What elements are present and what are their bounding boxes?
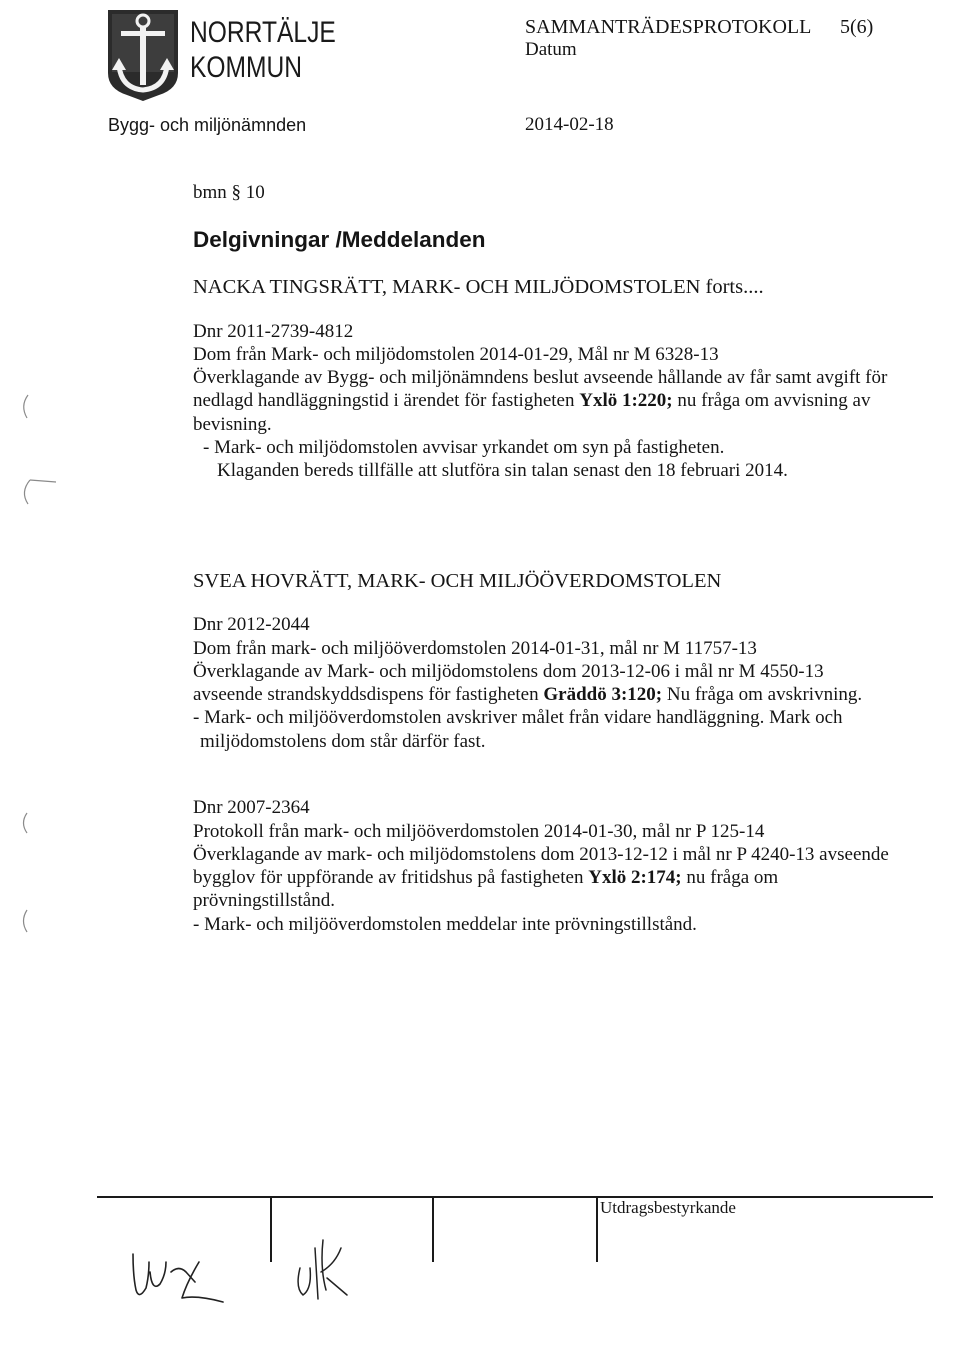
date-label: Datum — [525, 39, 577, 60]
text-line: - Mark- och miljööverdomstolen avskriver målet från vidare handläggning. Mark och — [193, 707, 843, 729]
committee-name: Bygg- och miljönämnden — [108, 115, 307, 135]
section-body-protokoll — [193, 796, 889, 936]
text-line: - Mark- och miljödomstolen avvisar yrkandet om syn på fastigheten. — [203, 436, 725, 458]
footer-divider — [97, 1196, 933, 1198]
property-designation: Yxlö 2:174; — [588, 867, 682, 889]
org-name-line2: KOMMUN — [190, 51, 303, 84]
text-line: Dom från Mark- och miljödomstolen 2014-01-29, Mål nr M 6328-13 — [193, 343, 719, 365]
text-segment: nu fråga om — [681, 867, 779, 889]
section-heading-svea: SVEA HOVRÄTT, MARK- OCH MILJÖÖVERDOMSTOLEN — [193, 570, 722, 592]
margin-marks — [0, 380, 70, 940]
text-segment: Nu fråga om avskrivning. — [662, 684, 863, 706]
org-name-line1: NORRTÄLJE — [190, 16, 336, 49]
municipality-logo — [107, 9, 179, 102]
signature-initials-2 — [290, 1228, 352, 1304]
text-line: - Mark- och miljööverdomstolen meddelar inte prövningstillstånd. — [193, 913, 697, 935]
certification-label: Utdragsbestyrkande — [600, 1198, 736, 1217]
text-line: Dnr 2007-2364 — [193, 797, 310, 819]
footer-column-divider — [270, 1197, 272, 1262]
footer-column-divider — [432, 1197, 434, 1262]
text-line: Överklagande av Bygg- och miljönämndens beslut avseende hållande av får samt avgift för — [193, 367, 888, 389]
text-segment: nedlagd handläggningstid i ärendet för fastigheten — [193, 390, 580, 412]
text-line — [193, 389, 887, 412]
text-line: bevisning. — [193, 413, 272, 435]
section-heading-nacka: NACKA TINGSRÄTT, MARK- OCH MILJÖDOMSTOLEN forts.... — [193, 276, 764, 298]
text-segment: bygglov för uppförande av fritidshus på fastigheten — [193, 867, 589, 889]
text-line: Dnr 2012-2044 — [193, 614, 310, 636]
property-designation: Yxlö 1:220; — [579, 390, 673, 412]
section-body-nacka — [193, 320, 887, 483]
section-body-svea — [193, 613, 862, 753]
signature-initials-1 — [125, 1232, 230, 1307]
text-line: Överklagande av Mark- och miljödomstolens dom 2013-12-06 i mål nr M 4550-13 — [193, 660, 824, 682]
property-designation: Gräddö 3:120; — [543, 684, 663, 706]
document-type: SAMMANTRÄDESPROTOKOLL — [525, 16, 812, 38]
page-number: 5(6) — [840, 16, 874, 38]
text-segment: avseende strandskyddsdispens för fastigheten — [193, 684, 544, 706]
text-line: Klaganden bereds tillfälle att slutföra sin talan senast den 18 februari 2014. — [217, 460, 788, 482]
text-line: Överklagande av mark- och miljödomstolens dom 2013-12-12 i mål nr P 4240-13 avseende — [193, 843, 889, 865]
text-line: Dom från mark- och miljööverdomstolen 2014-01-31, mål nr M 11757-13 — [193, 637, 757, 659]
text-line — [193, 866, 889, 889]
text-line: Protokoll från mark- och miljööverdomstolen 2014-01-30, mål nr P 125-14 — [193, 820, 765, 842]
page-title: Delgivningar /Meddelanden — [193, 227, 486, 252]
text-line — [193, 683, 862, 706]
text-line: miljödomstolens dom står därför fast. — [200, 730, 486, 752]
paragraph-reference: bmn § 10 — [193, 182, 265, 203]
footer-column-divider — [596, 1197, 598, 1262]
text-segment: nu fråga om avvisning av — [672, 390, 871, 412]
text-line: prövningstillstånd. — [193, 890, 335, 912]
meeting-date: 2014-02-18 — [525, 114, 614, 135]
text-line: Dnr 2011-2739-4812 — [193, 320, 354, 342]
